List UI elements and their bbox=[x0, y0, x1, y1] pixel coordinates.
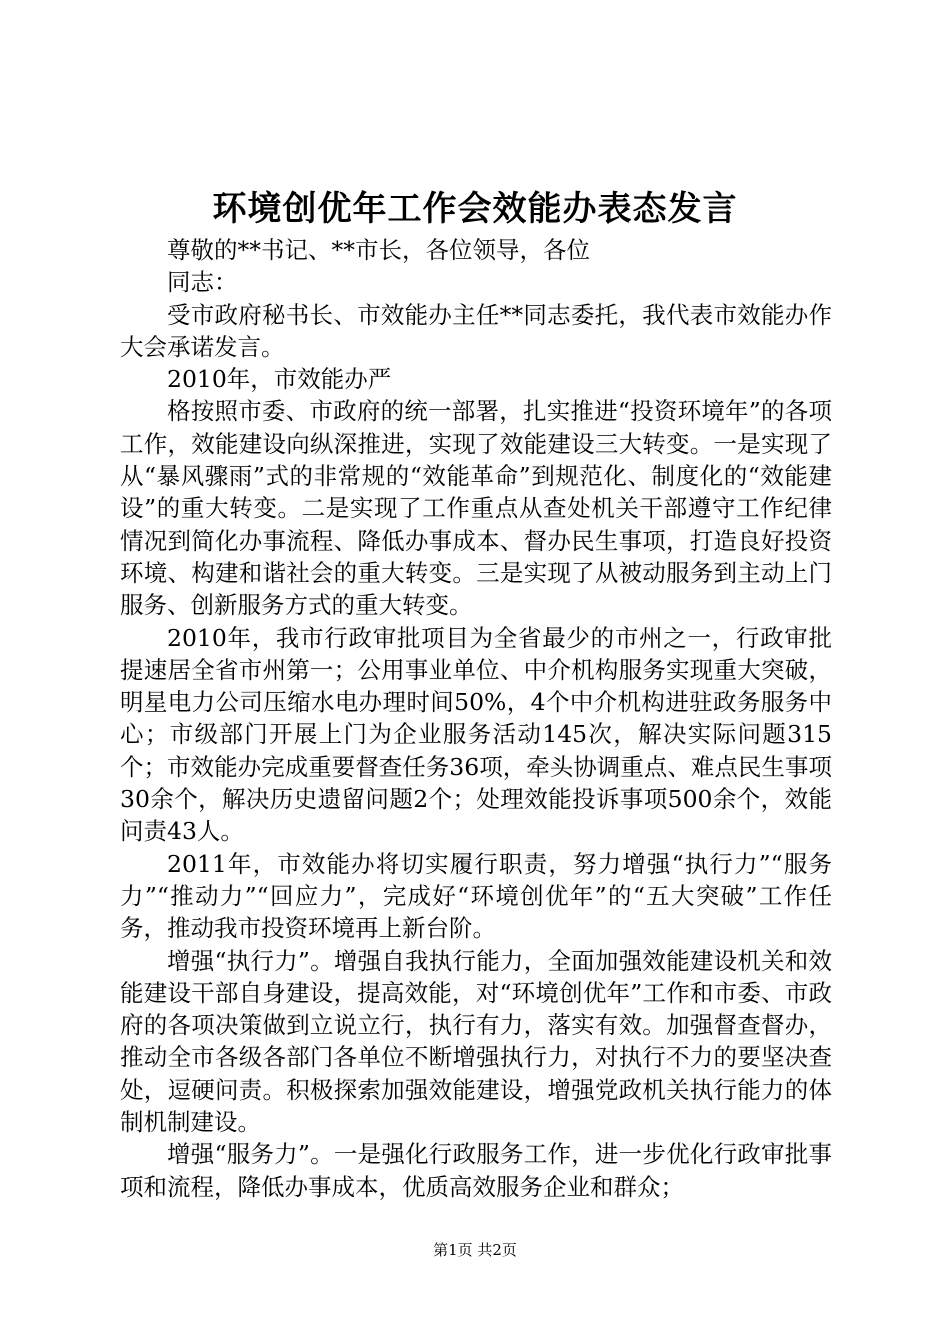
document-body bbox=[120, 234, 832, 1203]
paragraph-service: 增强“服务力”。一是强化行政服务工作，进一步优化行政审批事项和流程，降低办事成本，优质高效服务企业和群众； bbox=[120, 1140, 832, 1201]
paragraph-2011-plan: 2011年，市效能办将切实履行职责，努力增强“执行力”“服务力”“推动力”“回应力”，完成好“环境创优年”的“五大突破”工作任务，推动我市投资环境再上新台阶。 bbox=[120, 849, 832, 943]
salutation-line-2: 同志： bbox=[167, 268, 238, 297]
page-indicator: 第1页 共2页 bbox=[433, 1241, 517, 1259]
paragraph-transformations: 格按照市委、市政府的统一部署，扎实推进“投资环境年”的各项工作，效能建设向纵深推进，实现了效能建设三大转变。一是实现了从“暴风骤雨”式的非常规的“效能革命”到规范化、制度化的“效能建设”的重大转变。二是实现了工作重点从查处机关干部遵守工作纪律情况到简化办事流程、降低办事成本、督办民生事项，打造良好投资环境、构建和谐社会的重大转变。三是实现了从被动服务到主动上门服务、创新服务方式的重大转变。 bbox=[120, 397, 832, 620]
paragraph-intro: 受市政府秘书长、市效能办主任**同志委托，我代表市效能办作大会承诺发言。 bbox=[120, 300, 832, 361]
paragraph-2010-heading: 2010年，市效能办严 bbox=[167, 365, 392, 394]
paragraph-execution: 增强“执行力”。增强自我执行能力，全面加强效能建设机关和效能建设干部自身建设，提高效能，对“环境创优年”工作和市委、市政府的各项决策做到立说立行，执行有力，落实有效。加强督查督办，推动全市各级各部门各单位不断增强执行力，对执行不力的要坚决查处，逗硬问责。积极探索加强效能建设，增强党政机关执行能力的体制机制建设。 bbox=[120, 946, 832, 1137]
paragraph-2010-results: 2010年，我市行政审批项目为全省最少的市州之一，行政审批提速居全省市州第一；公用事业单位、中介机构服务实现重大突破，明星电力公司压缩水电办理时间50%，4个中介机构进驻政务服务中心；市级部门开展上门为企业服务活动145次，解决实际问题315个；市效能办完成重要督查任务36项，牵头协调重点、难点民生事项30余个，解决历史遗留问题2个；处理效能投诉事项500余个，效能问责43人。 bbox=[120, 623, 832, 846]
document-title: 环境创优年工作会效能办表态发言 bbox=[212, 189, 738, 229]
salutation-line-1: 尊敬的**书记、**市长，各位领导，各位 bbox=[167, 236, 590, 264]
